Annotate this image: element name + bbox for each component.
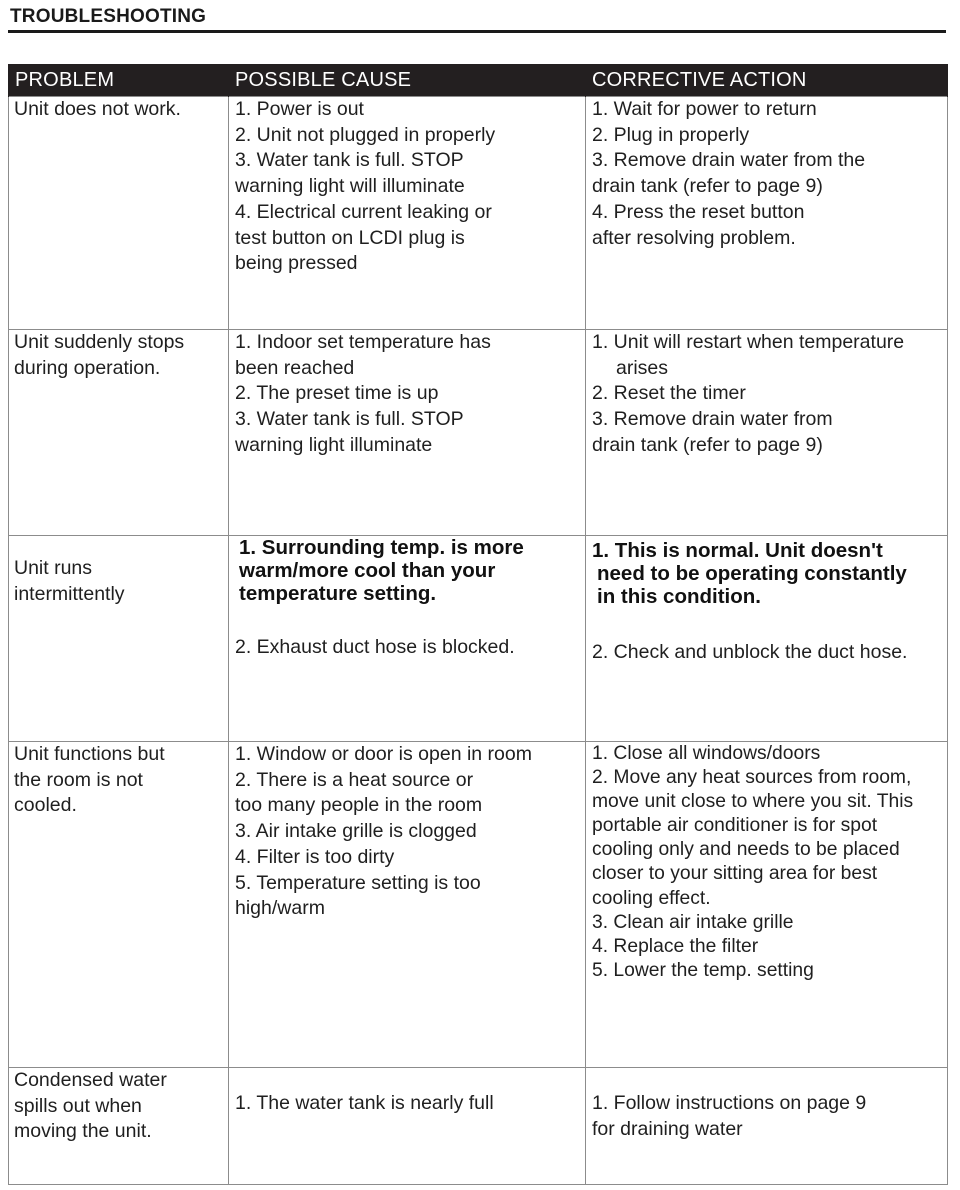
action-line: 5. Lower the temp. setting (592, 959, 814, 981)
cause-line: warm/more cool than your (239, 559, 496, 582)
problem-cell (9, 536, 229, 742)
action-cell (586, 536, 948, 742)
cause-line: 1. Window or door is open in room (235, 743, 532, 765)
action-line: in this condition. (597, 585, 761, 608)
cause-line: warning light will illuminate (235, 175, 465, 198)
action-line: 3. Remove drain water from the (592, 149, 866, 172)
cause-line: 4. Filter is too dirty (235, 845, 395, 868)
problem-text: moving the unit. (14, 1120, 152, 1143)
cause-line: 1. The water tank is nearly full (235, 1092, 494, 1114)
cause-line: too many people in the room (235, 794, 483, 817)
table-row (9, 1068, 948, 1185)
spacer (235, 605, 579, 635)
problem-text: Unit functions but (14, 743, 165, 765)
problem-cell (9, 97, 229, 330)
section-title: TROUBLESHOOTING (10, 6, 207, 27)
action-line: 4. Press the reset button (592, 200, 805, 223)
table-row (9, 330, 948, 536)
action-line: need to be operating constantly (597, 562, 907, 585)
action-bold-block (592, 536, 941, 608)
table-row (9, 536, 948, 742)
spacer (592, 608, 941, 640)
cause-cell (229, 330, 586, 536)
cause-line: 3. Water tank is full. STOP (235, 408, 464, 431)
action-line: 1. This is normal. Unit doesn't (592, 539, 883, 562)
action-line: 3. Clean air intake grille (592, 911, 794, 933)
cause-line: test button on LCDI plug is (235, 226, 465, 249)
action-line: closer to your sitting area for best (592, 863, 878, 885)
action-line: 2. Move any heat sources from room, (592, 767, 912, 789)
table-row (9, 742, 948, 1068)
action-line: arises (616, 356, 669, 379)
cause-line: 1. Surrounding temp. is more (239, 536, 524, 559)
action-line: 2. Reset the timer (592, 382, 746, 405)
problem-text: Condensed water (14, 1069, 167, 1091)
action-line: for draining water (592, 1117, 743, 1140)
troubleshooting-table (8, 64, 948, 1185)
action-line: drain tank (refer to page 9) (592, 175, 823, 198)
action-line: 1. Wait for power to return (592, 98, 817, 120)
cause-line: being pressed (235, 252, 358, 275)
action-line: 3. Remove drain water from (592, 408, 833, 431)
action-line: cooling only and needs to be placed (592, 839, 900, 861)
cause-cell (229, 97, 586, 330)
cause-line: temperature setting. (239, 582, 437, 605)
action-line: 2. Plug in properly (592, 123, 750, 146)
header-possible-cause: POSSIBLE CAUSE (229, 64, 586, 97)
action-line: after resolving problem. (592, 226, 796, 249)
problem-text: during operation. (14, 356, 161, 379)
problem-text: Unit suddenly stops (14, 331, 185, 353)
problem-text: spills out when (14, 1094, 142, 1117)
cause-line: 1. Indoor set temperature has (235, 331, 491, 353)
action-line: 1. Follow instructions on page 9 (592, 1092, 867, 1114)
cause-line: warning light illuminate (235, 433, 433, 456)
cause-line: 3. Air intake grille is clogged (235, 820, 477, 843)
action-line: 2. Check and unblock the duct hose. (592, 641, 908, 663)
action-line: 4. Replace the filter (592, 935, 759, 957)
action-cell (586, 97, 948, 330)
cause-line: high/warm (235, 897, 325, 920)
action-line: 1. Close all windows/doors (592, 743, 821, 764)
cause-line: been reached (235, 356, 355, 379)
cause-line: 2. Unit not plugged in properly (235, 123, 496, 146)
cause-line: 5. Temperature setting is too (235, 871, 481, 894)
action-cell (586, 330, 948, 536)
table-header-row (9, 64, 948, 97)
action-line: cooling effect. (592, 887, 711, 909)
title-divider (8, 30, 946, 33)
problem-text: Unit runs (14, 557, 93, 579)
cause-line: 2. Exhaust duct hose is blocked. (235, 636, 515, 658)
problem-cell (9, 742, 229, 1068)
cause-cell (229, 1068, 586, 1185)
action-cell (586, 742, 948, 1068)
cause-cell (229, 536, 586, 742)
action-line: drain tank (refer to page 9) (592, 433, 823, 456)
cause-line: 4. Electrical current leaking or (235, 200, 492, 223)
problem-text: cooled. (14, 794, 77, 817)
header-corrective-action: CORRECTIVE ACTION (586, 64, 948, 97)
problem-text: the room is not (14, 768, 143, 791)
table-row (9, 97, 948, 330)
header-problem: PROBLEM (9, 64, 229, 97)
action-line: 1. Unit will restart when temperature (592, 331, 905, 353)
cause-line: 2. The preset time is up (235, 382, 439, 405)
action-cell (586, 1068, 948, 1185)
cause-bold-block (235, 536, 579, 605)
cause-line: 1. Power is out (235, 98, 364, 120)
cause-cell (229, 742, 586, 1068)
action-line: move unit close to where you sit. This (592, 791, 914, 813)
problem-text: Unit does not work. (14, 98, 181, 120)
problem-cell (9, 330, 229, 536)
problem-cell (9, 1068, 229, 1185)
action-line: portable air conditioner is for spot (592, 815, 878, 837)
problem-text: intermittently (14, 582, 125, 605)
cause-line: 3. Water tank is full. STOP (235, 149, 464, 172)
cause-line: 2. There is a heat source or (235, 768, 474, 791)
